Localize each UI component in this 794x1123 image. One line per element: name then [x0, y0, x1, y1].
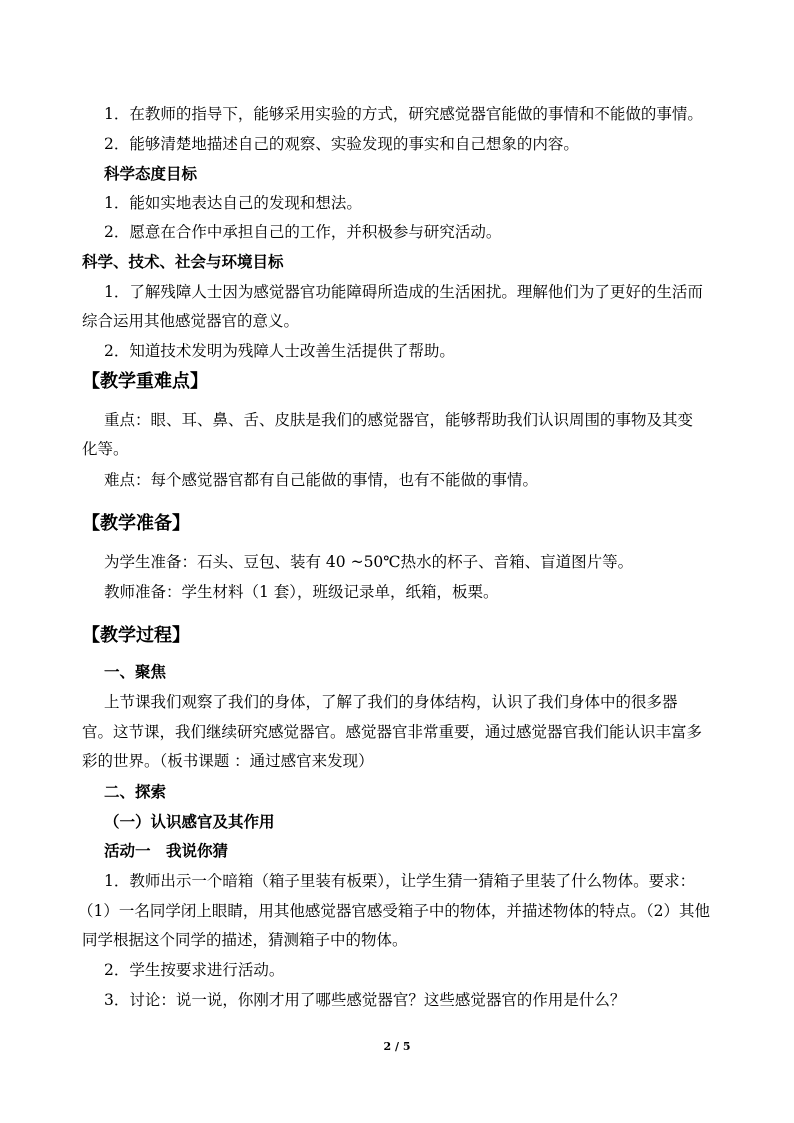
difficult-point: 难点：每个感觉器官都有自己能做的事情，也有不能做的事情。 — [104, 471, 539, 489]
page-number: 2 / 5 — [383, 1040, 411, 1053]
attitude-2: 2．愿意在合作中承担自己的工作，并积极参与研究活动。 — [104, 223, 502, 241]
activity-step-2: 2．学生按要求进行活动。 — [104, 961, 285, 979]
activity-step-1-cont2: 同学根据这个同学的描述，猜测箱子中的物体。 — [82, 931, 408, 949]
activity-step-1: 1．教师出示一个暗箱（箱子里装有板栗），让学生猜一猜箱子里装了什么物体。要求： — [104, 872, 696, 890]
step-explore: 二、探索 — [104, 782, 167, 801]
activity-step-3: 3．讨论：说一说，你刚才用了哪些感觉器官？这些感觉器官的作用是什么？ — [104, 991, 626, 1009]
stse-2: 2．知道技术发明为残障人士改善生活提供了帮助。 — [104, 342, 455, 360]
attitude-1: 1．能如实地表达自己的发现和想法。 — [104, 194, 362, 212]
section-heading-attitude: 科学态度目标 — [104, 164, 198, 183]
activity-one-title: 活动一 我说你猜 — [104, 841, 229, 860]
teacher-preparation: 教师准备：学生材料（1 套），班级记录单，纸箱，板栗。 — [104, 583, 499, 601]
heading-key-points: 【教学重难点】 — [82, 371, 208, 392]
key-point-cont: 化等。 — [82, 440, 129, 458]
heading-process: 【教学过程】 — [82, 625, 190, 646]
heading-preparation: 【教学准备】 — [82, 513, 190, 534]
focus-para-1: 上节课我们观察了我们的身体，了解了我们的身体结构，认识了我们身体中的很多器 — [104, 693, 678, 711]
subsection-senses: （一）认识感官及其作用 — [104, 812, 275, 831]
objective-2: 2．能够清楚地描述自己的观察、实验发现的事实和自己想象的内容。 — [104, 135, 579, 153]
section-heading-stse: 科学、技术、社会与环境目标 — [82, 252, 284, 271]
activity-step-1-cont: （1）一名同学闭上眼睛，用其他感觉器官感受箱子中的物体，并描述物体的特点。（2）其他 — [78, 902, 710, 920]
stse-1-cont: 综合运用其他感觉器官的意义。 — [82, 312, 300, 330]
key-point: 重点：眼、耳、鼻、舌、皮肤是我们的感觉器官，能够帮助我们认识周围的事物及其变 — [104, 411, 694, 429]
focus-para-2: 官。这节课，我们继续研究感觉器官。感觉器官非常重要，通过感觉器官我们能认识丰富多 — [82, 723, 703, 741]
stse-1: 1．了解残障人士因为感觉器官功能障碍所造成的生活困扰。理解他们为了更好的生活而 — [104, 283, 703, 301]
objective-1: 1．在教师的指导下，能够采用实验的方式，研究感觉器官能做的事情和不能做的事情。 — [104, 105, 703, 123]
step-focus: 一、聚焦 — [104, 662, 167, 681]
student-preparation: 为学生准备：石头、豆包、装有 40 ~50℃热水的杯子、音箱、盲道图片等。 — [104, 553, 634, 571]
focus-para-3: 彩的世界。（板书课题 ：通过感官来发现） — [82, 752, 374, 770]
